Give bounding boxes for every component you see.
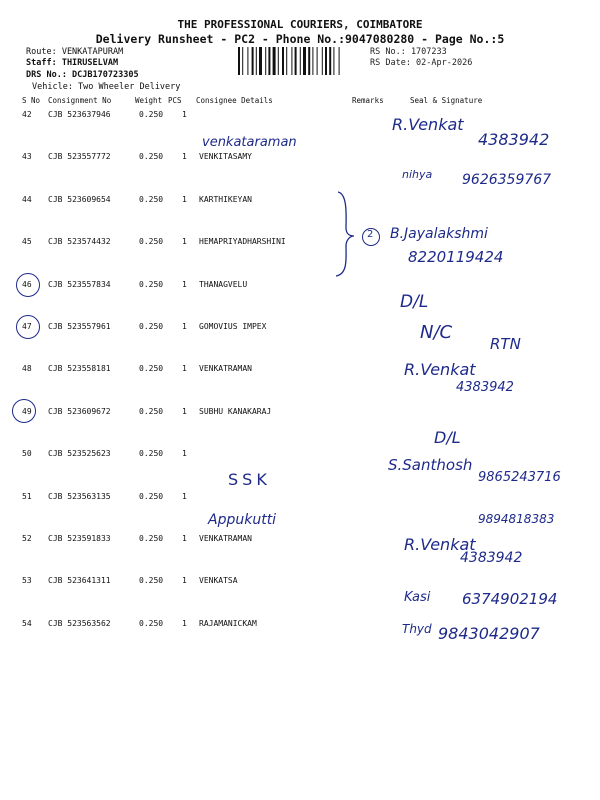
- row-weight: 0.250: [139, 237, 164, 247]
- row-consignment-no: CJB 523558181: [48, 364, 111, 374]
- row-sno: 53: [22, 576, 32, 586]
- row-consignment-no: CJB 523609654: [48, 194, 111, 204]
- hw-sig-54-name: Thyd: [402, 622, 432, 636]
- row-weight: 0.250: [139, 491, 164, 501]
- row-weight: 0.250: [139, 279, 164, 289]
- row-consignee: VENKITASAMY: [199, 152, 252, 162]
- row-consignment-no: CJB 523525623: [48, 449, 111, 459]
- barcode-bar: [322, 47, 323, 75]
- row-consignment-no: CJB 523637946: [48, 110, 111, 119]
- barcode-bar: [291, 47, 292, 75]
- row-pcs: 1: [182, 534, 187, 543]
- row-consignment-no: CJB 523563135: [48, 491, 111, 501]
- hw-sig-54-phone: 9843042907: [438, 624, 540, 643]
- barcode-bar: [242, 47, 243, 75]
- row-pcs: 1: [182, 449, 187, 459]
- row-consignee: HEMAPRIYADHARSHINI: [199, 237, 286, 247]
- row-pcs: 1: [182, 194, 187, 204]
- barcode-bar: [247, 47, 248, 75]
- barcode-bar: [282, 47, 284, 75]
- row-consignee: SUBHU KANAKARAJ: [199, 406, 272, 416]
- barcode-bar: [303, 47, 306, 75]
- drs-label: DRS No.: DCJB170723305: [26, 70, 139, 80]
- hw-sig-45-phone: 8220119424: [408, 248, 504, 266]
- brace-mark-icon: [330, 188, 390, 278]
- col-weight: Weight: [135, 96, 163, 105]
- barcode-bar: [329, 47, 331, 75]
- hw-sig-50-name: S.Santhosh: [388, 456, 473, 474]
- barcode-bar: [256, 47, 257, 75]
- row-weight: 0.250: [139, 364, 164, 374]
- company-title: THE PROFESSIONAL COURIERS, COIMBATORE: [177, 18, 423, 31]
- row-pcs: 1: [182, 491, 187, 501]
- row-consignment-no: CJB 523557961: [48, 322, 111, 331]
- barcode-bar: [325, 47, 327, 75]
- row-sno: 45: [22, 237, 32, 247]
- hw-sig-53-name: Kasi: [404, 590, 431, 605]
- hw-sig-42-name: R.Venkat: [392, 115, 464, 134]
- hw-nc: N/C: [420, 322, 453, 343]
- row-consignment-no: CJB 523557834: [48, 279, 111, 289]
- barcode-bar: [252, 47, 254, 75]
- row-weight: 0.250: [139, 618, 164, 628]
- hw-sig-52-name: R.Venkat: [404, 535, 476, 554]
- hw-sig-53-phone: 6374902194: [462, 590, 558, 608]
- row-pcs: 1: [182, 237, 187, 247]
- row-weight: 0.250: [139, 406, 164, 416]
- barcode-bar: [339, 47, 340, 75]
- hw-venkataraman: venkataraman: [202, 135, 297, 150]
- barcode-bar: [265, 47, 266, 75]
- row-weight: 0.250: [139, 576, 164, 586]
- barcode-bar: [312, 47, 313, 75]
- barcode-icon: [236, 47, 364, 75]
- hw-sig-42-phone: 4383942: [478, 130, 550, 149]
- row-consignee: GOMOVIUS IMPEX: [199, 322, 267, 331]
- row-sno: 46: [22, 279, 32, 289]
- hw-ssk: SSK: [228, 470, 271, 489]
- row-sno: 44: [22, 194, 32, 204]
- hw-rtn: RTN: [490, 335, 521, 353]
- col-seal-signature: Seal & Signature: [410, 96, 483, 105]
- hw-dl-2: D/L: [434, 428, 461, 447]
- row-consignee: RAJAMANICKAM: [199, 618, 257, 628]
- row-weight: 0.250: [139, 152, 164, 162]
- row-pcs: 1: [182, 152, 187, 162]
- row-consignment-no: CJB 523574432: [48, 237, 111, 247]
- row-pcs: 1: [182, 576, 187, 586]
- row-pcs: 1: [182, 110, 187, 119]
- barcode-bar: [278, 47, 279, 75]
- row-pcs: 1: [182, 279, 187, 289]
- row-consignee: VENKATSA: [199, 576, 238, 586]
- barcode-bar: [317, 47, 318, 75]
- row-consignee: KARTHIKEYAN: [199, 194, 252, 204]
- rs-number: RS No.: 1707233: [370, 47, 447, 57]
- barcode-bar: [333, 47, 334, 75]
- hw-sig-51-phone: 9894818383: [478, 512, 555, 526]
- row-consignment-no: CJB 523609672: [48, 406, 111, 416]
- row-pcs: 1: [182, 364, 187, 374]
- hw-appukutti: Appukutti: [208, 512, 277, 528]
- row-consignment-no: CJB 523591833: [48, 534, 111, 543]
- runsheet-subtitle: Delivery Runsheet - PC2 - Phone No.:9047080280 - Page No.:5: [95, 32, 505, 46]
- route-label: Route: VENKATAPURAM: [26, 47, 124, 57]
- col-sno: S No: [22, 96, 41, 105]
- col-consignee: Consignee Details: [196, 96, 273, 105]
- barcode-bar: [295, 47, 297, 75]
- rs-date: RS Date: 02-Apr-2026: [370, 58, 473, 68]
- row-sno: 52: [22, 534, 32, 543]
- barcode-bar: [268, 47, 270, 75]
- row-consignment-no: CJB 523641311: [48, 576, 111, 586]
- col-remarks: Remarks: [352, 96, 384, 105]
- row-pcs: 1: [182, 322, 187, 331]
- hw-sig-48-phone: 4383942: [456, 380, 514, 395]
- row-pcs: 1: [182, 618, 187, 628]
- hw-sig-43-name: nihya: [402, 168, 433, 181]
- col-pcs: PCS: [168, 96, 182, 105]
- circle-mark-46: [16, 273, 40, 297]
- row-sno: 50: [22, 449, 32, 459]
- row-weight: 0.250: [139, 322, 164, 331]
- circle-mark-47: [16, 315, 40, 339]
- row-sno: 42: [22, 110, 32, 119]
- row-weight: 0.250: [139, 110, 164, 119]
- row-consignment-no: CJB 523557772: [48, 152, 111, 162]
- row-sno: 49: [22, 406, 32, 416]
- hw-circled-2: 2: [367, 229, 374, 240]
- row-pcs: 1: [182, 406, 187, 416]
- row-weight: 0.250: [139, 194, 164, 204]
- hw-sig-45-name: B.Jayalakshmi: [390, 226, 488, 242]
- row-sno: 47: [22, 322, 32, 331]
- row-weight: 0.250: [139, 449, 164, 459]
- row-consignee: VENKATRAMAN: [199, 364, 252, 374]
- staff-label: Staff: THIRUSELVAM: [26, 58, 119, 68]
- barcode-bar: [308, 47, 310, 75]
- vehicle-label: Vehicle: Two Wheeler Delivery: [32, 82, 181, 92]
- col-consignment: Consignment No: [48, 96, 112, 105]
- barcode-bar: [300, 47, 301, 75]
- row-weight: 0.250: [139, 534, 164, 543]
- row-consignee: VENKATRAMAN: [199, 534, 252, 543]
- row-sno: 51: [22, 491, 32, 501]
- row-sno: 54: [22, 618, 32, 628]
- row-sno: 48: [22, 364, 32, 374]
- barcode-bar: [273, 47, 276, 75]
- hw-sig-50-phone: 9865243716: [478, 470, 561, 485]
- hw-sig-43-phone: 9626359767: [462, 172, 552, 188]
- barcode-bar: [238, 47, 240, 75]
- row-consignment-no: CJB 523563562: [48, 618, 111, 628]
- hw-dl-1: D/L: [400, 292, 429, 312]
- hw-sig-48-name: R.Venkat: [404, 360, 476, 379]
- hw-sig-52-phone: 4383942: [460, 550, 523, 566]
- barcode-bar: [286, 47, 287, 75]
- circle-mark-49: [12, 399, 36, 423]
- row-consignee: THANAGVELU: [199, 279, 248, 289]
- row-sno: 43: [22, 152, 32, 162]
- barcode-bar: [259, 47, 262, 75]
